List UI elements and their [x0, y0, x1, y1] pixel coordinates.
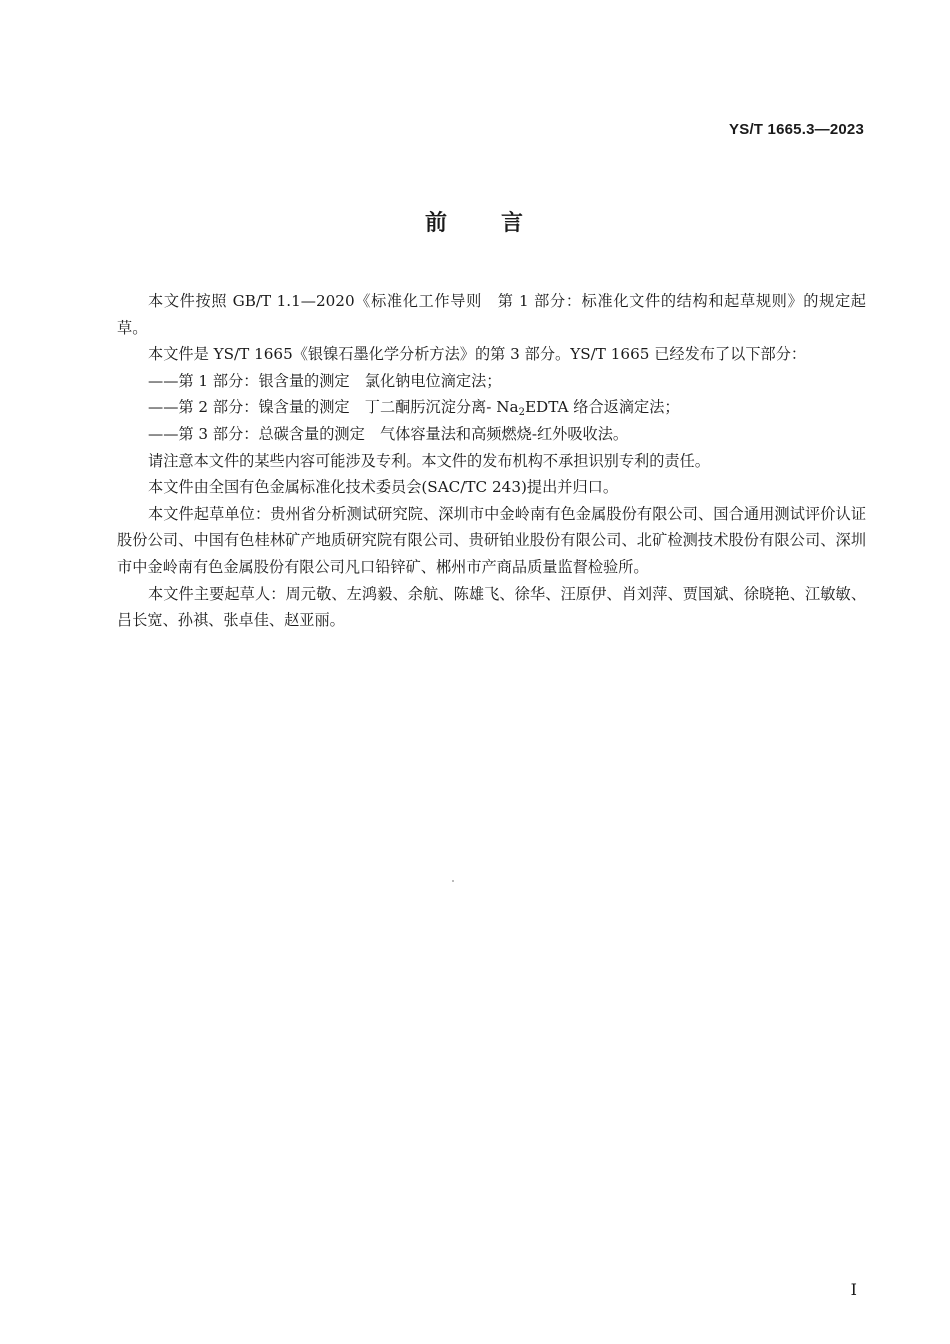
- foreword-body: [117, 288, 866, 634]
- part-2-subscript: 2: [518, 407, 525, 419]
- title-char-1: 前: [424, 211, 449, 236]
- page-number: I: [850, 1280, 857, 1299]
- part-2-text-end: EDTA 络合返滴定法；: [524, 398, 680, 417]
- scan-speck: [452, 880, 454, 882]
- paragraph-drafters: 本文件主要起草人：周元敬、左鸿毅、余航、陈雄飞、徐华、汪原伊、肖刘萍、贾国斌、徐晓艳、江敏敏、吕长宽、孙祺、张卓佳、赵亚丽。: [117, 584, 866, 630]
- paragraph-parts-intro: 本文件是 YS/T 1665《银镍石墨化学分析方法》的第 3 部分。YS/T 1665 已经发布了以下部分：: [148, 345, 807, 364]
- paragraph-drafting-rules: 本文件按照 GB/T 1.1—2020《标准化工作导则 第 1 部分：标准化文件的结构和起草规则》的规定起草。: [117, 292, 866, 337]
- page-title: [0, 206, 950, 237]
- list-item-part-2: [117, 394, 866, 421]
- standard-number: YS/T 1665.3—2023: [729, 121, 864, 138]
- paragraph-proposed-by: 本文件由全国有色金属标准化技术委员会(SAC/TC 243)提出并归口。: [148, 478, 619, 497]
- list-item-part-1: ——第 1 部分：银含量的测定 氯化钠电位滴定法；: [148, 371, 502, 390]
- part-2-text: ——第 2 部分：镍含量的测定 丁二酮肟沉淀分离- Na: [148, 398, 519, 417]
- paragraph-drafting-units: 本文件起草单位：贵州省分析测试研究院、深圳市中金岭南有色金属股份有限公司、国合通用测试评价认证股份公司、中国有色桂林矿产地质研究院有限公司、贵研铂业股份有限公司、北矿检测技术股份有限公司、深圳市中金岭南有色金属股份有限公司凡口铅锌矿、郴州市产商品质量监督检验所。: [117, 504, 866, 576]
- paragraph-patent-notice: 请注意本文件的某些内容可能涉及专利。本文件的发布机构不承担识别专利的责任。: [148, 451, 710, 470]
- list-item-part-3: ——第 3 部分：总碳含量的测定 气体容量法和高频燃烧-红外吸收法。: [148, 424, 629, 443]
- title-char-2: 言: [501, 211, 526, 236]
